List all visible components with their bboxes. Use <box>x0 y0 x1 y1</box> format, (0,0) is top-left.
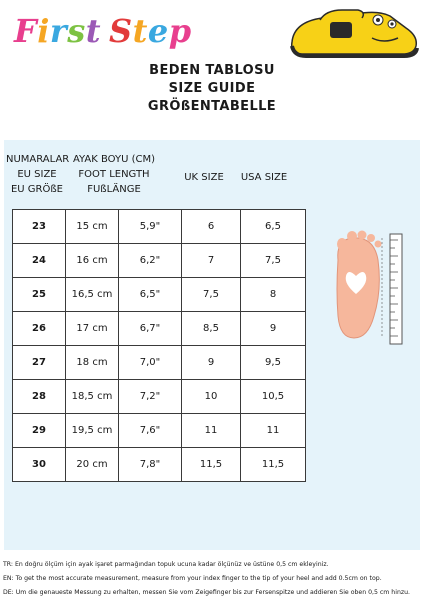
table-row <box>13 414 306 448</box>
usa-size-cell: 10,5 <box>241 380 306 414</box>
foot-length-cm-cell: 15 cm <box>66 210 119 244</box>
foot-length-inch-cell: 5,9" <box>119 210 182 244</box>
foot-length-cm-cell: 18 cm <box>66 346 119 380</box>
logo-letter: p <box>168 12 192 50</box>
table-row <box>13 346 306 380</box>
logo-letter: t <box>132 12 148 50</box>
logo-letter: s <box>67 12 86 50</box>
usa-size-cell: 11,5 <box>241 448 306 482</box>
usa-size-cell: 11 <box>241 414 306 448</box>
header-eu-grobe: EU GRÖßE <box>10 184 63 195</box>
eu-size-cell: 23 <box>13 210 66 244</box>
foot-length-inch-cell: 7,0" <box>119 346 182 380</box>
size-table <box>12 209 306 482</box>
foot-length-inch-cell: 7,2" <box>119 380 182 414</box>
table-row <box>13 448 306 482</box>
foot-length-inch-cell: 6,7" <box>119 312 182 346</box>
eu-size-cell: 29 <box>13 414 66 448</box>
table-row <box>13 278 306 312</box>
title-tr: BEDEN TABLOSU <box>149 63 275 78</box>
brand-logo <box>14 12 192 50</box>
usa-size-cell: 7,5 <box>241 244 306 278</box>
header-eu-size <box>6 152 68 197</box>
eu-size-cell: 26 <box>13 312 66 346</box>
header-numaralar: NUMARALAR <box>6 154 70 165</box>
eu-size-cell: 25 <box>13 278 66 312</box>
uk-size-cell: 7,5 <box>182 278 241 312</box>
table-row <box>13 210 306 244</box>
header-ayak-boyu: AYAK BOYU (CM) <box>72 154 155 165</box>
foot-ruler-icon <box>316 230 406 348</box>
title-de: GRÖßENTABELLE <box>147 99 277 114</box>
usa-size-cell: 6,5 <box>241 210 306 244</box>
foot-length-cm-cell: 16,5 cm <box>66 278 119 312</box>
note-tr: TR: En doğru ölçüm için ayak işaret parmağından topuk ucuna kadar ölçünüz ve üstüne 0,5 cm ekleyiniz. <box>3 561 329 568</box>
header-fusslange: FUßLÄNGE <box>87 184 141 195</box>
title-block <box>0 62 424 116</box>
header-uk-size: UK SIZE <box>184 172 224 183</box>
logo-letter: e <box>147 12 169 50</box>
uk-size-cell: 9 <box>182 346 241 380</box>
measurement-notes <box>3 560 423 602</box>
logo-letter: i <box>37 12 50 50</box>
foot-length-cm-cell: 19,5 cm <box>66 414 119 448</box>
table-row <box>13 312 306 346</box>
logo-letter: F <box>14 12 38 50</box>
logo-letter: r <box>49 12 68 50</box>
uk-size-cell: 11,5 <box>182 448 241 482</box>
foot-length-cm-cell: 17 cm <box>66 312 119 346</box>
usa-size-cell: 9,5 <box>241 346 306 380</box>
logo-letter: S <box>109 12 133 50</box>
header-eu-size-en: EU SIZE <box>17 169 57 180</box>
foot-length-inch-cell: 6,5" <box>119 278 182 312</box>
table-row <box>13 380 306 414</box>
uk-size-cell: 7 <box>182 244 241 278</box>
foot-length-cm-cell: 20 cm <box>66 448 119 482</box>
note-de: DE: Um die genaueste Messung zu erhalten, messen Sie vom Zeigefinger bis zur Fersenspitze und addieren Sie oben 0,5 cm hinzu. <box>3 589 410 596</box>
uk-size-cell: 8,5 <box>182 312 241 346</box>
eu-size-cell: 30 <box>13 448 66 482</box>
header-foot-length <box>72 152 156 197</box>
usa-size-cell: 9 <box>241 312 306 346</box>
title-en: SIZE GUIDE <box>168 81 256 96</box>
eu-size-cell: 24 <box>13 244 66 278</box>
foot-length-cm-cell: 18,5 cm <box>66 380 119 414</box>
uk-size-cell: 11 <box>182 414 241 448</box>
table-row <box>13 244 306 278</box>
foot-length-inch-cell: 7,6" <box>119 414 182 448</box>
header-foot-length-en: FOOT LENGTH <box>78 169 150 180</box>
logo-letter: t <box>85 12 102 50</box>
foot-length-cm-cell: 16 cm <box>66 244 119 278</box>
header-usa-size: USA SIZE <box>240 172 288 183</box>
note-en: EN: To get the most accurate measurement, measure from your index finger to the tip of your heel and add 0.5cm on top. <box>3 575 382 582</box>
foot-length-inch-cell: 6,2" <box>119 244 182 278</box>
uk-size-cell: 10 <box>182 380 241 414</box>
eu-size-cell: 28 <box>13 380 66 414</box>
uk-size-cell: 6 <box>182 210 241 244</box>
shoe-image <box>286 2 422 60</box>
usa-size-cell: 8 <box>241 278 306 312</box>
foot-length-inch-cell: 7,8" <box>119 448 182 482</box>
eu-size-cell: 27 <box>13 346 66 380</box>
